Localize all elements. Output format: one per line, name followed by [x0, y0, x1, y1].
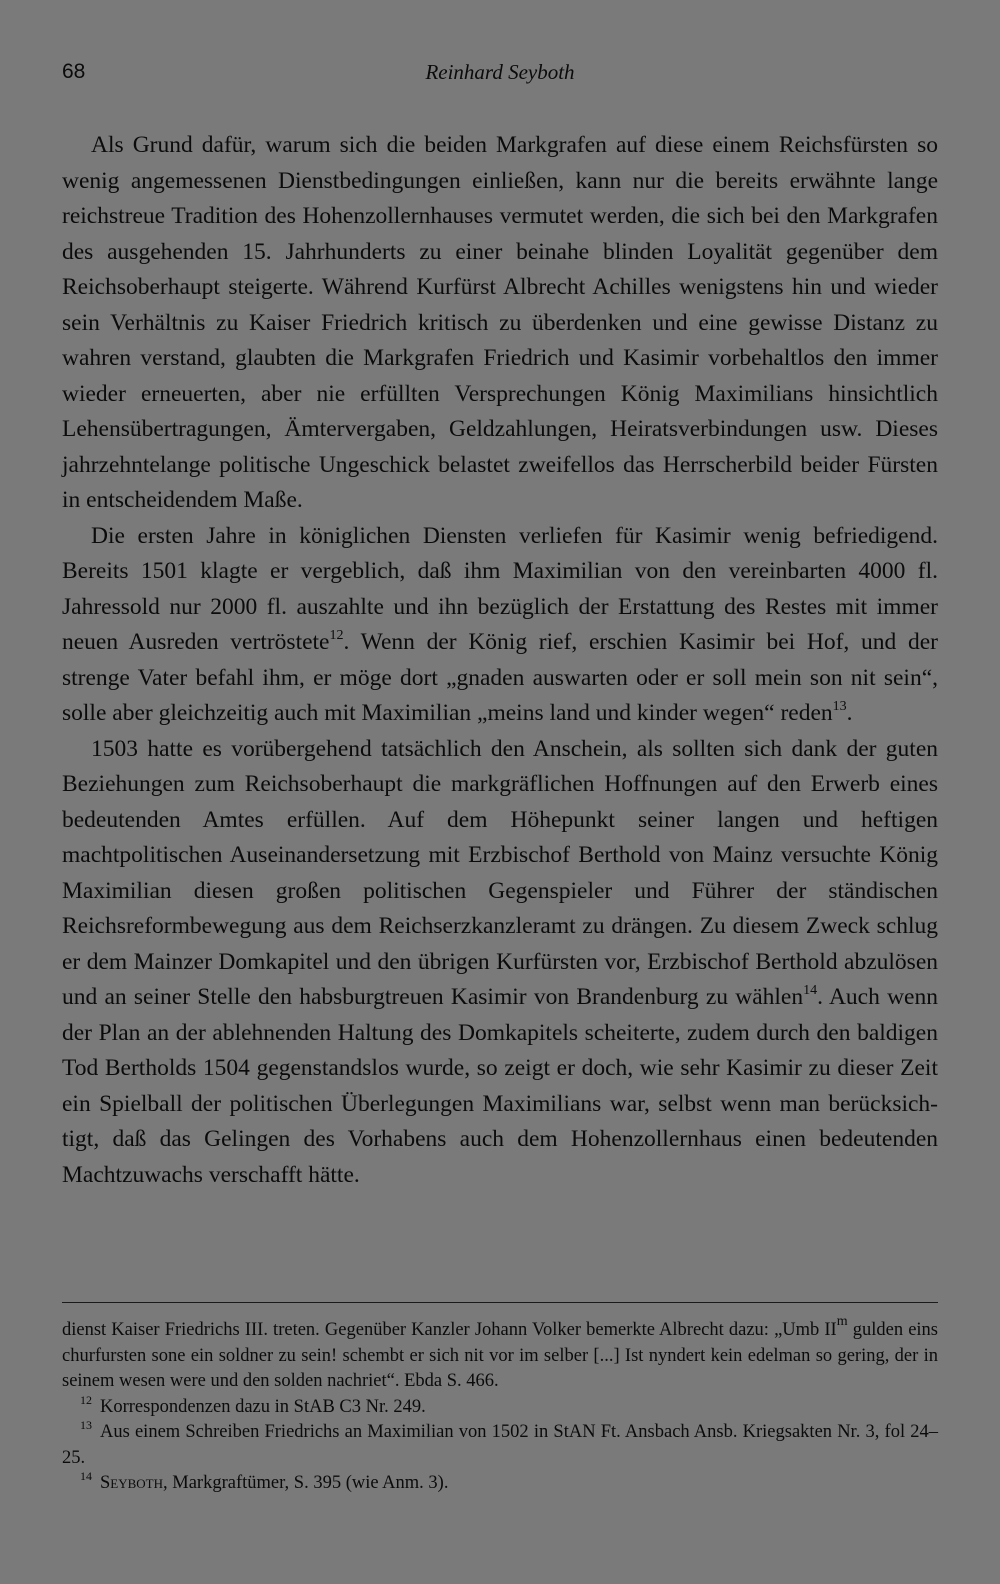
footnote-12-mark: 12: [80, 1392, 92, 1407]
footnotes: [62, 1314, 938, 1497]
paragraph-1: [62, 128, 938, 519]
footnote-11-text-cont: gulden eins churfursten sone ein soldner zu sein! schembt er sich nit vor im selber [...] Ist nyndert kein edelman so gering, der in seinem wesen were und den solden nachriet“. Ebda S. 466.: [62, 1320, 938, 1391]
paragraph-2-text-cont: . Wenn der König rief, erschien Kasimir bei Hof, und der strenge Vater befahl ihm, er möge dort „gnaden auswarten oder er soll mein son nit sein“, solle aber gleichzeitig auch mit Maximilian „meins land und kinder wegen“ reden: [62, 629, 938, 726]
footnote-11-superscript: m: [836, 1314, 848, 1329]
paragraph-1-text: Als Grund dafür, warum sich die beiden Markgrafen auf diese einem Reichsfürsten so wenig angemessenen Dienstbedingungen einließen, kann nur die bereits erwähnte lange reichstreue Tradition des Hohenzollernhauses vermutet werden, die sich bei den Markgrafen des ausgehenden 15. Jahrhunderts zu einer beinahe blinden Loyalität gegenüber dem Reichsoberhaupt steigerte. Während Kurfürst Albrecht Achilles wenigstens hin und wieder sein Verhältnis zu Kaiser Friedrich kritisch zu überdenken und eine gewisse Distanz zu wahren verstand, glaubten die Markgrafen Friedrich und Kasimir vorbehaltlos den immer wieder erneuerten, aber nie erfüllten Versprechungen König Maximilians hinsichtlich Lehensübertragungen, Ämtervergaben, Geldzahlungen, Heiratsverbindungen usw. Dieses jahrzehntelange politische Ungeschick belastet zweifellos das Herrscherbild beider Fürsten in entscheidendem Maße.: [62, 132, 938, 513]
page-header: [62, 60, 938, 90]
footnote-14: [62, 1471, 938, 1497]
footnote-14-author: Seyboth: [100, 1473, 164, 1493]
footnote-11-continuation: [62, 1314, 938, 1395]
running-head: Reinhard Seyboth: [425, 60, 575, 84]
body-text: [62, 128, 938, 1193]
footnote-divider: [62, 1302, 938, 1303]
page-number: 68: [62, 60, 86, 83]
footnote-12: [62, 1392, 938, 1421]
footnote-ref-12[interactable]: 12: [329, 628, 344, 643]
paragraph-3-text-cont: . Auch wenn der Plan an der ablehnenden Haltung des Domkapitels scheiterte, zudem durch den baldigen Tod Bertholds 1504 gegenstandslos wurde, so zeigt er doch, wie sehr Kasimir zu dieser Zeit ein Spielball der politischen Überlegungen Maximilians war, selbst wenn man berücksichtigt, daß das Gelingen des Vorhabens auch dem Hohenzollernhaus einen bedeutenden Machtzuwachs verschafft hätte.: [62, 984, 938, 1188]
footnote-12-text: Korrespondenzen dazu in StAB C3 Nr. 249.: [100, 1396, 426, 1417]
footnote-13-text: Aus einem Schreiben Friedrichs an Maximilian von 1502 in StAN Ft. Ansbach Ansb. Kriegsakten Nr. 3, fol 24–25.: [62, 1422, 938, 1468]
paragraph-3-text: 1503 hatte es vorübergehend tatsächlich den Anschein, als sollten sich dank der guten Beziehungen zum Reichsoberhaupt die markgräflichen Hoffnungen auf den Erwerb eines bedeutenden Amtes erfüllen. Auf dem Höhepunkt seiner langen und heftigen machtpolitischen Auseinandersetzung mit Erzbischof Berthold von Mainz versuchte König Maximilian diesen großen politischen Gegenspieler und Führer der ständischen Reichsreformbewegung aus dem Reichserzkanzleramt zu drängen. Zu diesem Zweck schlug er dem Mainzer Domkapitel und den übrigen Kurfürsten vor, Erzbischof Berthold abzulösen und an seiner Stelle den habsburgtreuen Kasimir von Brandenburg zu wählen: [62, 735, 938, 1010]
footnote-ref-14[interactable]: 14: [803, 983, 818, 998]
paragraph-2: [62, 519, 938, 732]
paragraph-3: [62, 732, 938, 1194]
paragraph-2-text-end: .: [846, 700, 853, 726]
paragraph-2-text: Die ersten Jahre in königlichen Diensten verliefen für Kasimir wenig befriedigend. Bereits 1501 klagte er vergeblich, daß ihm Maximilian von den vereinbarten 4000 fl. Jahressold nur 2000 fl. auszahlte und ihn bezüglich der Erstattung des Restes mit immer neuen Ausreden vertröstete: [62, 522, 938, 655]
footnote-14-text: , Markgraftümer, S. 395 (wie Anm. 3).: [163, 1473, 449, 1493]
footnote-14-mark: 14: [80, 1469, 92, 1483]
footnote-11-text: dienst Kaiser Friedrichs III. treten. Gegenüber Kanzler Johann Volker bemerkte Albrecht dazu: „Umb II: [62, 1320, 837, 1340]
footnote-ref-13[interactable]: 13: [832, 699, 847, 714]
footnote-13: [62, 1420, 938, 1471]
footnote-13-mark: 13: [80, 1418, 92, 1432]
